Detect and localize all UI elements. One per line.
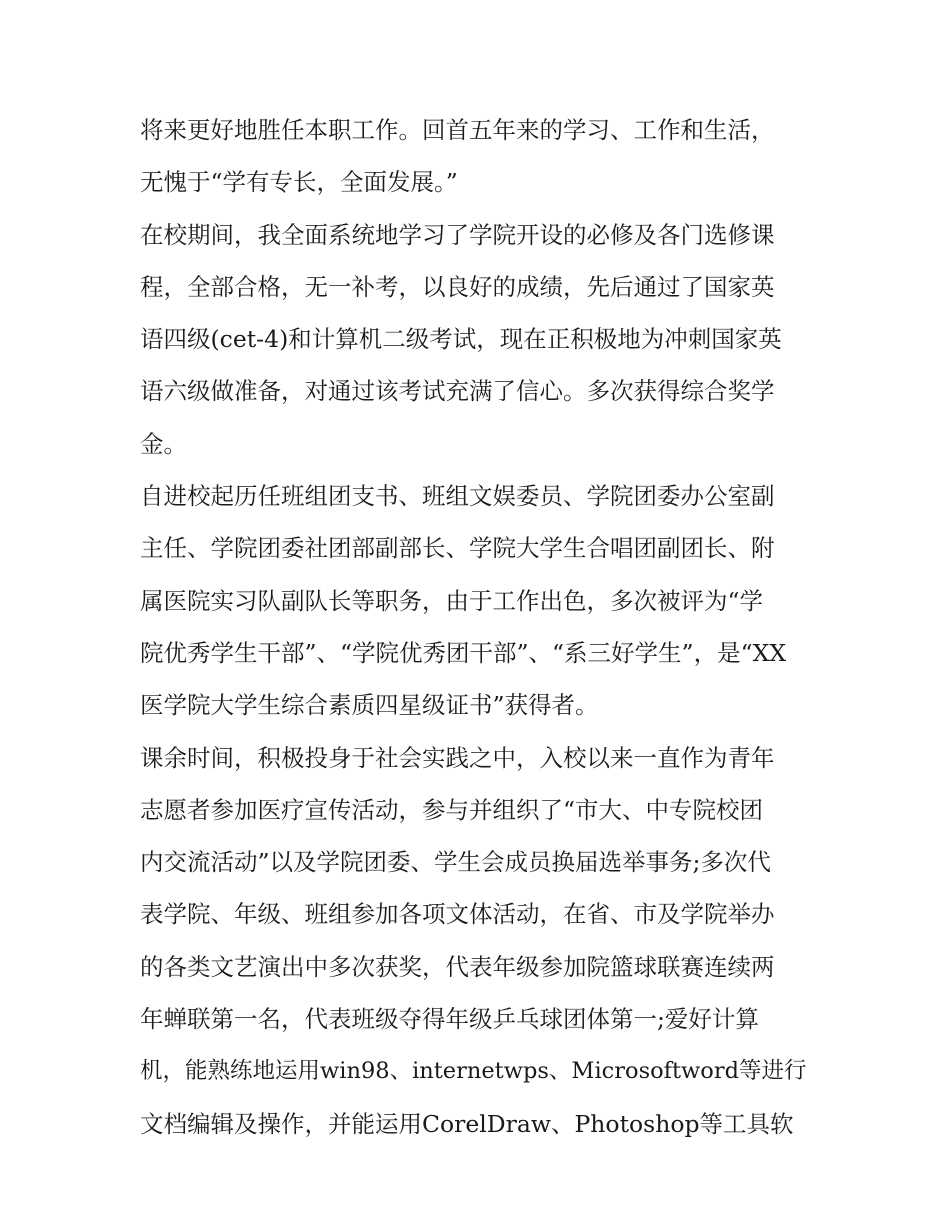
text-line: 主任、学院团委社团部副部长、学院大学生合唱团副团长、附: [140, 534, 775, 563]
text-line: 的各类文艺演出中多次获奖，代表年级参加院篮球联赛连续两: [140, 952, 775, 981]
text-line: 语六级做准备，对通过该考试充满了信心。多次获得综合奖学: [140, 377, 775, 406]
text-line: 属医院实习队副队长等职务，由于工作出色，多次被评为“学: [140, 586, 764, 615]
text-line: 自进校起历任班组团支书、班组文娱委员、学院团委办公室副: [140, 482, 775, 511]
text-line: 年蝉联第一名，代表班级夺得年级乒乓球团体第一;爱好计算: [140, 1005, 759, 1034]
document-body: [140, 104, 812, 1150]
text-line: 内交流活动”以及学院团委、学生会成员换届选举事务;多次代: [140, 848, 771, 877]
text-line: 志愿者参加医疗宣传活动，参与并组织了“市大、中专院校团: [140, 795, 764, 824]
text-line: 程，全部合格，无一补考，以良好的成绩，先后通过了国家英: [140, 272, 775, 301]
text-line: 医学院大学生综合素质四星级证书”获得者。: [140, 691, 599, 720]
text-line: 金。: [140, 429, 187, 458]
text-line: 将来更好地胜任本职工作。回首五年来的学习、工作和生活，: [140, 116, 775, 144]
text-line: 课余时间，积极投身于社会实践之中，入校以来一直作为青年: [140, 743, 775, 772]
text-line: 语四级(cet-4)和计算机二级考试，现在正积极地为冲刺国家英: [140, 325, 782, 354]
text-line: 表学院、年级、班组参加各项文体活动，在省、市及学院举办: [140, 900, 775, 929]
text-line: 机，能熟练地运用win98、internetwps、Microsoftword等进行: [140, 1058, 807, 1085]
text-line: 院优秀学生干部”、“学院优秀团干部”、“系三好学生”，是“XX: [140, 638, 787, 667]
text-line: 文档编辑及操作，并能运用CorelDraw、Photoshop等工具软: [140, 1109, 794, 1138]
text-line: 在校期间，我全面系统地学习了学院开设的必修及各门选修课: [140, 220, 775, 249]
text-line: 无愧于“学有专长，全面发展。”: [140, 168, 458, 197]
